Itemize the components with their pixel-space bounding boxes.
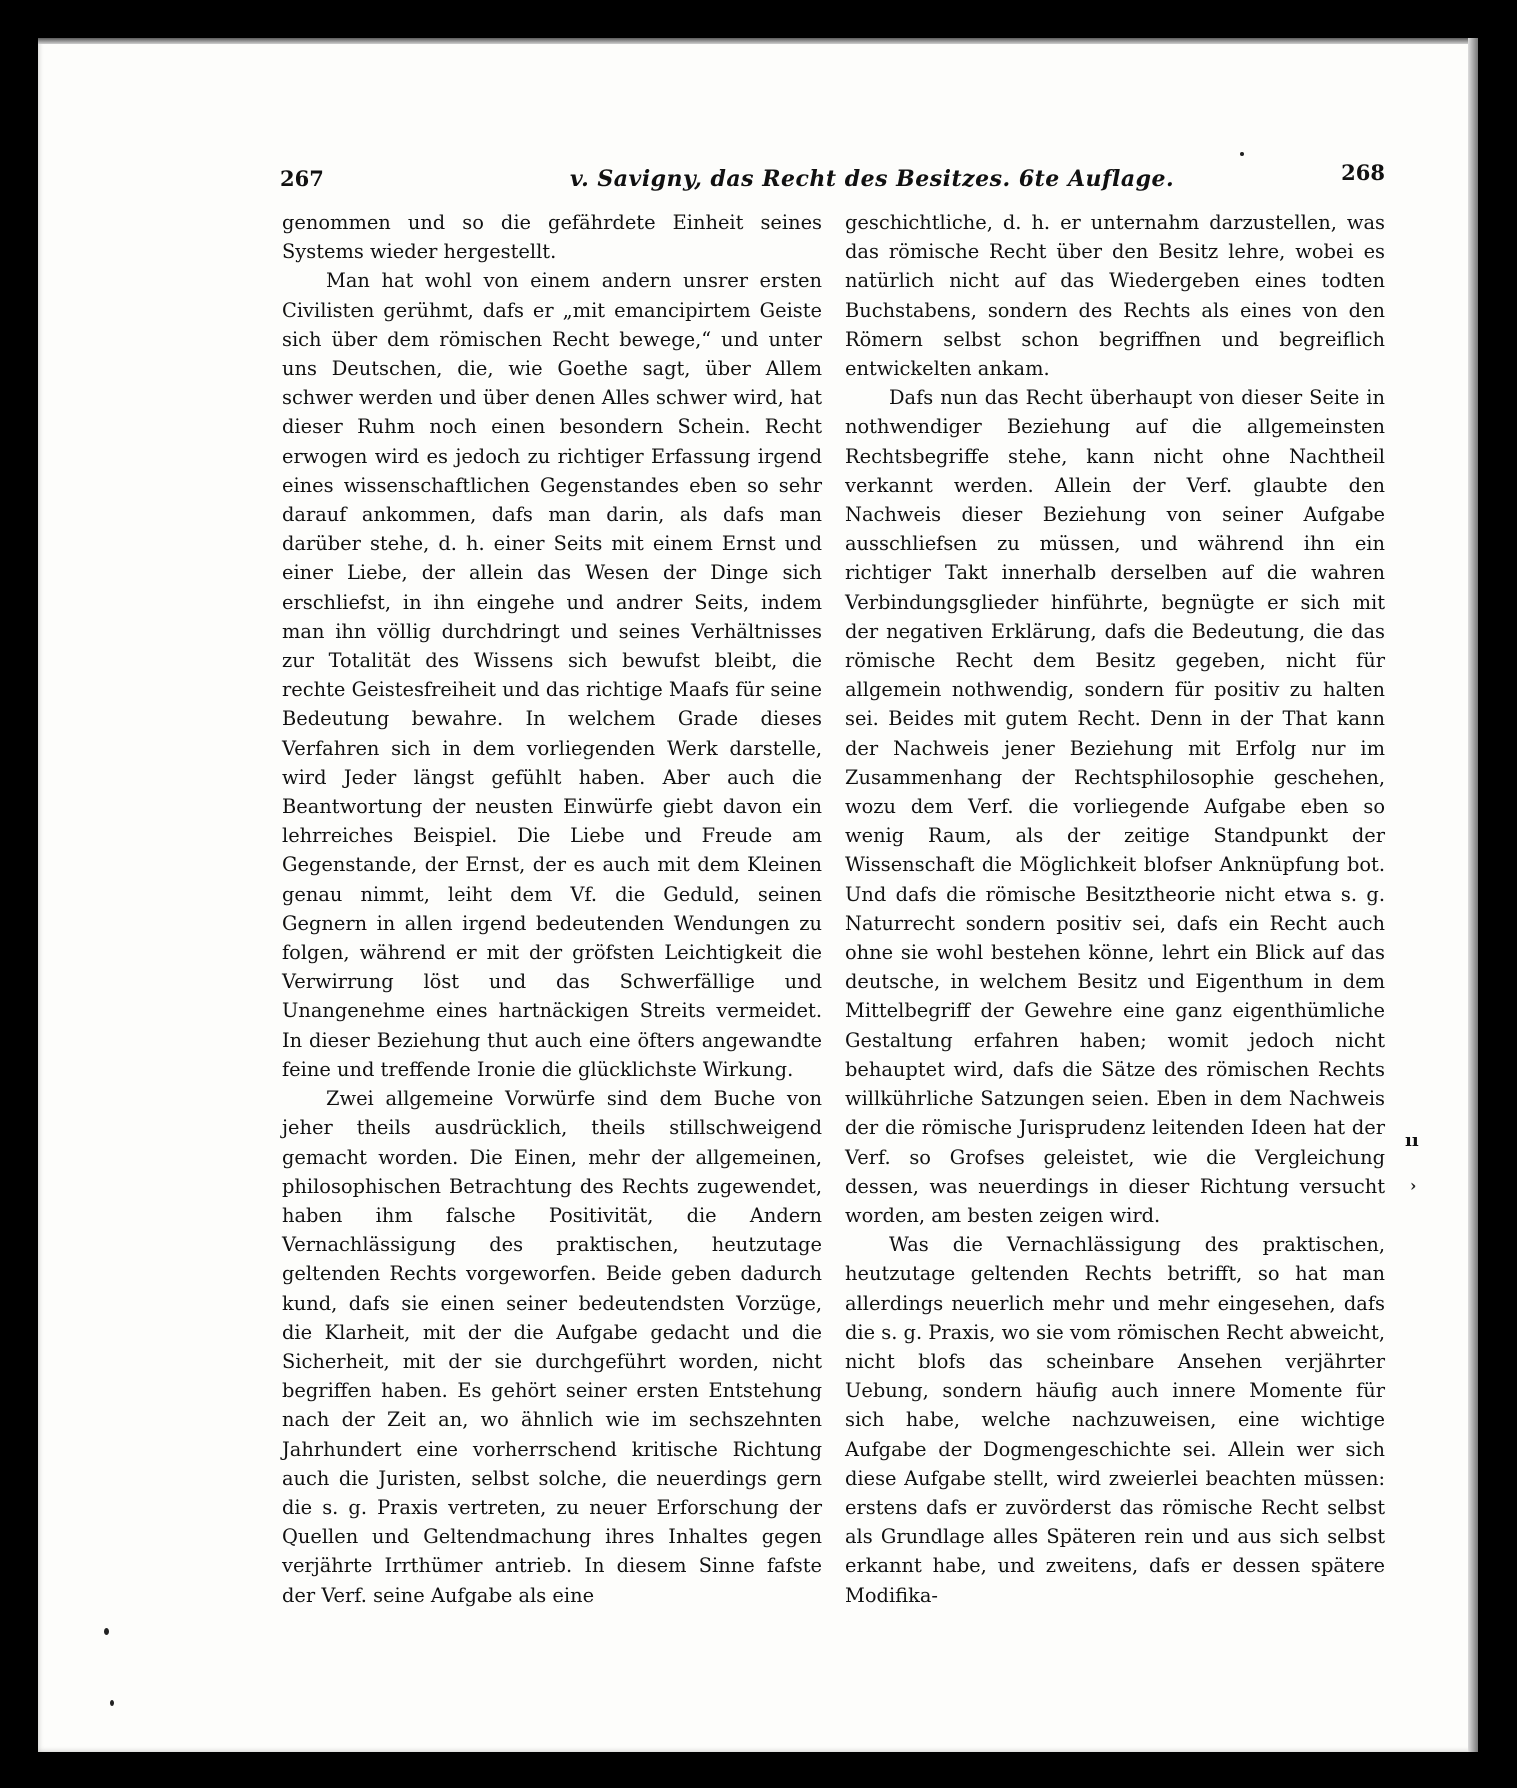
- margin-mark: ›: [1410, 1176, 1417, 1195]
- ink-speck: [1240, 152, 1244, 156]
- ink-speck: [110, 1700, 114, 1706]
- margin-mark: ıı: [1405, 1130, 1419, 1151]
- page-right-edge: [1468, 38, 1478, 1752]
- left-paragraph-1: genommen und so die gefährdete Einheit seines Systems wieder hergestellt.: [282, 211, 822, 264]
- ink-speck: [104, 1628, 109, 1635]
- left-paragraph-2: Man hat wohl von einem andern unsrer ersten Civilisten gerühmt, dafs er „mit emancipirtem Geiste sich über dem römischen Recht bewege,“ und unter uns Deutschen, die, wie Goethe sagt, über Allem schwer werden und über denen Alles schwer wird, hat dieser Ruhm noch einen besondern Schein. Recht erwogen wird es jedoch zu richtiger Erfassung irgend eines wissenschaftlichen Gegenstandes eben so sehr darauf ankommen, dafs man darin, als dafs man darüber stehe, d. h. einer Seits mit einem Ernst und einer Liebe, der allein das Wesen der Dinge sich erschliefst, in ihn eingehe und andrer Seits, indem man ihn völlig durchdringt und seines Verhältnisses zur Totalität des Wissens sich bewufst bleibt, die rechte Geistesfreiheit und das richtige Maafs für seine Bedeutung bewahre. In welchem Grade dieses Verfahren sich in dem vorliegenden Werk darstelle, wird Jeder längst gefühlt haben. Aber auch die Beantwortung der neusten Einwürfe giebt davon ein lehrreiches Beispiel. Die Liebe und Freude am Gegenstande, der Ernst, der es auch mit dem Kleinen genau nimmt, leiht dem Vf. die Geduld, seinen Gegnern in allen irgend bedeutenden Wendungen zu folgen, während er mit der gröfsten Leichtigkeit die Verwirrung löst und das Schwerfällige und Unangenehme eines hartnäckigen Streits vermeidet. In dieser Beziehung thut auch eine öfters angewandte feine und treffende Ironie die glücklichste Wirkung.: [282, 269, 822, 1081]
- right-paragraph-3: Was die Vernachlässigung des praktischen, heutzutage geltenden Rechts betrifft, so hat man allerdings neuerlich mehr und mehr eingesehen, dafs die s. g. Praxis, wo sie vom römischen Recht abweicht, nicht blofs das scheinbare Ansehen verjährter Uebung, sondern häufig auch innere Momente für sich habe, welche nachzuweisen, eine wichtige Aufgabe der Dogmengeschichte sei. Allein wer sich diese Aufgabe stellt, wird zweierlei beachten müssen: erstens dafs er zuvörderst das römische Recht selbst als Grundlage alles Späteren rein und aus sich selbst erkannt habe, und zweitens, dafs er dessen spätere Modifika-: [845, 1233, 1385, 1607]
- left-paragraph-3: Zwei allgemeine Vorwürfe sind dem Buche von jeher theils ausdrücklich, theils stillschweigend gemacht worden. Die Einen, mehr der allgemeinen, philosophischen Betrachtung des Rechts zugewendet, haben ihm falsche Positivität, die Andern Vernachlässigung des praktischen, heutzutage geltenden Rechts vorgeworfen. Beide geben dadurch kund, dafs sie einen seiner bedeutendsten Vorzüge, die Klarheit, mit der die Aufgabe gedacht und die Sicherheit, mit der sie durchgeführt worden, nicht begriffen haben. Es gehört seiner ersten Entstehung nach der Zeit an, wo ähnlich wie im sechszehnten Jahrhundert eine vorherrschend kritische Richtung auch die Juristen, selbst solche, die neuerdings gern die s. g. Praxis vertreten, zu neuer Erforschung der Quellen und Geltendmachung ihres Inhaltes gegen verjährte Irrthümer antrieb. In diesem Sinne fafste der Verf. seine Aufgabe als eine: [282, 1087, 822, 1607]
- page-top-edge: [38, 38, 1478, 44]
- running-title: v. Savigny, das Recht des Besitzes. 6te Auflage.: [570, 166, 1175, 192]
- right-paragraph-1: geschichtliche, d. h. er unternahm darzustellen, was das römische Recht über den Besitz lehre, wobei es natürlich nicht auf das Wiedergeben eines todten Buchstabens, sondern des Rechts als eines von den Römern selbst schon begriffnen und begreiflich entwickelten ankam.: [845, 211, 1385, 381]
- page-number-left: 267: [280, 166, 324, 191]
- page-number-right: 268: [1341, 160, 1385, 185]
- right-paragraph-2: Dafs nun das Recht überhaupt von dieser Seite in nothwendiger Beziehung auf die allgemeinsten Rechtsbegriffe stehe, kann nicht ohne Nachtheil verkannt werden. Allein der Verf. glaubte den Nachweis dieser Beziehung von seiner Aufgabe ausschliefsen zu müssen, und während ihn ein richtiger Takt innerhalb derselben auf die wahren Verbindungsglieder hinführte, begnügte er sich mit der negativen Erklärung, dafs die Bedeutung, die das römische Recht dem Besitz gegeben, nicht für allgemein nothwendig, sondern für positiv zu halten sei. Beides mit gutem Recht. Denn in der That kann der Nachweis jener Beziehung mit Erfolg nur im Zusammenhang der Rechtsphilosophie geschehen, wozu dem Verf. die vorliegende Aufgabe eben so wenig Raum, als der zeitige Standpunkt der Wissenschaft die Möglichkeit blofser Anknüpfung bot. Und dafs die römische Besitztheorie nicht etwa s. g. Naturrecht sondern positiv sei, dafs ein Recht auch ohne sie wohl bestehen könne, lehrt ein Blick auf das deutsche, in welchem Besitz und Eigenthum in dem Mittelbegriff der Gewehre eine ganz eigenthümliche Gestaltung erfahren haben; womit jedoch nicht behauptet wird, dafs die Sätze des römischen Rechts willkührliche Satzungen seien. Eben in dem Nachweis der die römische Jurisprudenz leitenden Ideen hat der Verf. so Grofses geleistet, wie die Vergleichung dessen, was neuerdings in dieser Richtung versucht worden, am besten zeigen wird.: [845, 386, 1385, 1227]
- right-column: [845, 208, 1385, 1610]
- left-column: [282, 208, 822, 1610]
- page-header: [280, 160, 1385, 200]
